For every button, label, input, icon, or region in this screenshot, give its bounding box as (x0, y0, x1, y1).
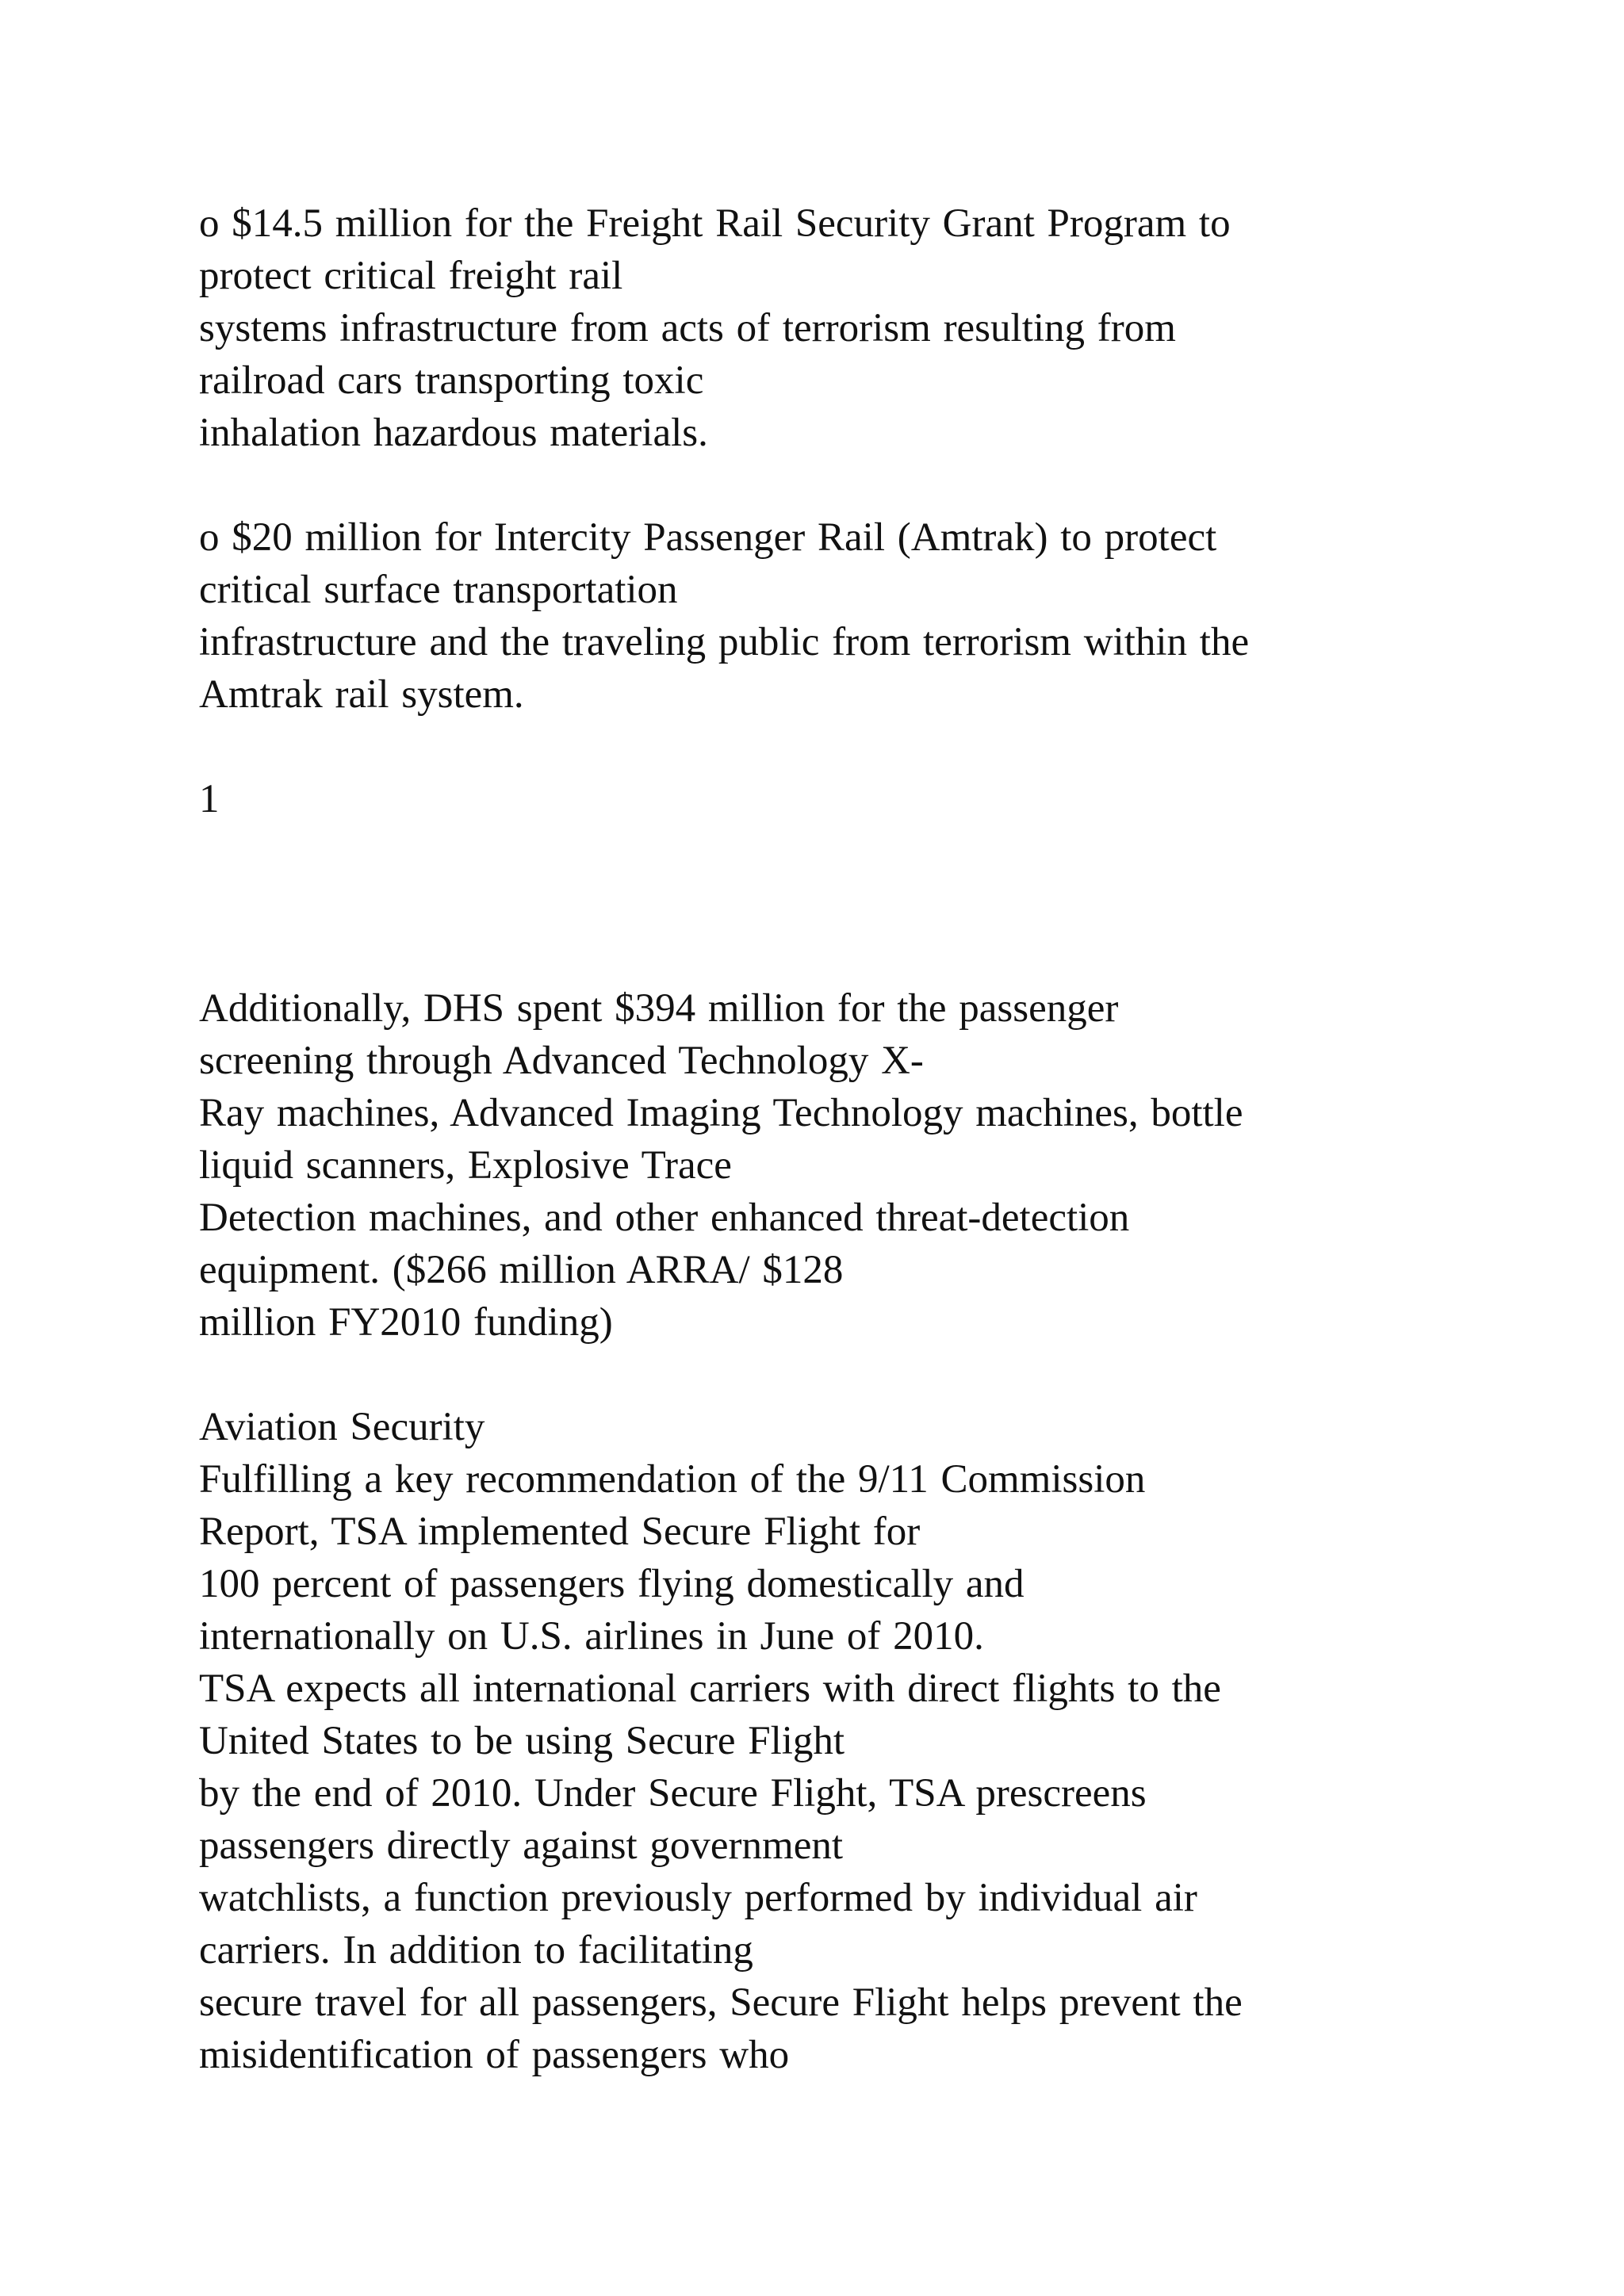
text-line: Amtrak rail system. (199, 672, 524, 717)
text-line: misidentification of passengers who (199, 2033, 790, 2077)
text-line: screening through Advanced Technology X- (199, 1039, 924, 1083)
text-line: by the end of 2010. Under Secure Flight, TSA prescreens (199, 1771, 1147, 1816)
text-line: United States to be using Secure Flight (199, 1719, 845, 1763)
text-line: protect critical freight rail (199, 254, 623, 298)
text-line: secure travel for all passengers, Secure Flight helps prevent the (199, 1980, 1243, 2025)
text-line: Detection machines, and other enhanced threat-detection (199, 1196, 1130, 1240)
text-line: carriers. In addition to facilitating (199, 1928, 753, 1973)
text-line: internationally on U.S. airlines in June of 2010. (199, 1614, 984, 1659)
text-line: inhalation hazardous materials. (199, 411, 708, 455)
section-heading: Aviation Security (199, 1405, 485, 1449)
text-line: million FY2010 funding) (199, 1300, 613, 1345)
text-line: Additionally, DHS spent $394 million for the passenger (199, 986, 1119, 1031)
text-line: liquid scanners, Explosive Trace (199, 1143, 732, 1188)
page-number: 1 (199, 777, 220, 821)
text-line: 100 percent of passengers flying domestically and (199, 1562, 1025, 1606)
text-line: Ray machines, Advanced Imaging Technology machines, bottle (199, 1091, 1243, 1135)
text-line: Fulfilling a key recommendation of the 9/11 Commission (199, 1457, 1146, 1502)
text-line: passengers directly against government (199, 1823, 844, 1868)
text-line: watchlists, a function previously performed by individual air (199, 1876, 1197, 1920)
text-line: systems infrastructure from acts of terrorism resulting from (199, 306, 1176, 350)
text-line: railroad cars transporting toxic (199, 358, 704, 403)
text-line: o $14.5 million for the Freight Rail Security Grant Program to (199, 201, 1231, 246)
text-line: equipment. ($266 million ARRA/ $128 (199, 1248, 844, 1292)
text-line: o $20 million for Intercity Passenger Rail (Amtrak) to protect (199, 515, 1217, 560)
text-line: critical surface transportation (199, 568, 678, 612)
text-line: Report, TSA implemented Secure Flight for (199, 1510, 921, 1554)
text-line: infrastructure and the traveling public from terrorism within the (199, 620, 1250, 664)
text-line: TSA expects all international carriers with direct flights to the (199, 1667, 1221, 1711)
